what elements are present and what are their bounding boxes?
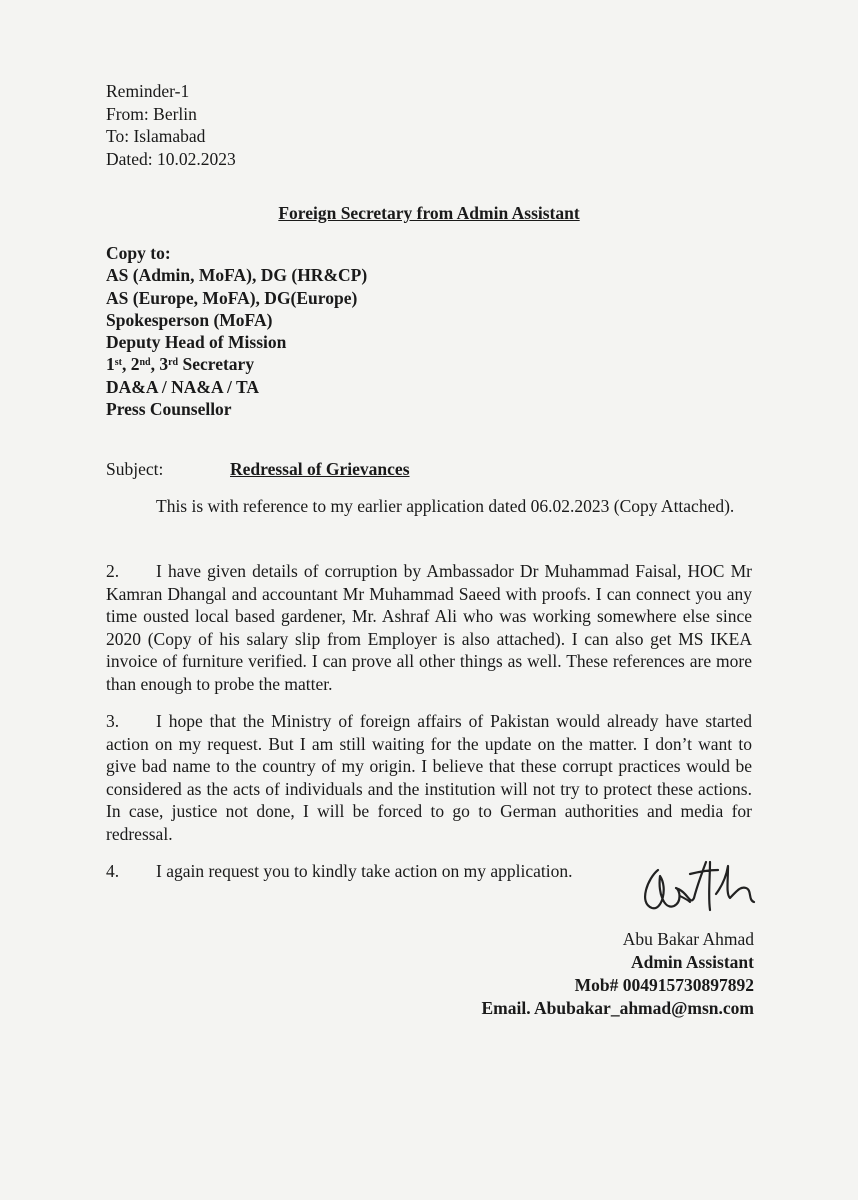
signature-block [481,928,754,1020]
ordinal-suffix: nd [139,357,151,369]
signatory-mobile: Mob# 004915730897892 [574,975,754,995]
letter-header [106,80,236,170]
copy-to-line: Deputy Head of Mission [106,332,287,353]
paragraph-3 [106,710,752,846]
signatory-name: Abu Bakar Ahmad [622,929,754,949]
paragraph-number: 2. [106,561,120,581]
paragraph-text: I hope that the Ministry of foreign affairs of Pakistan would already have started action on my request. But I am still waiting for the update on the matter. I don’t want to give bad name to the country of my origin. I believe that these corrupt practices would be considered as the acts of individuals and the institution will not try to protect these actions. In case, justice not done, I will be forced to go to German authorities and media for redressal. [106,711,752,844]
copy-to-line-secretaries: 1st, 2nd, 3rd Secretary [106,354,255,375]
subject-value: Redressal of Grievances [230,459,410,479]
copy-to-line: DA&A / NA&A / TA [106,376,259,397]
subject-label: Subject: [106,459,164,479]
paragraph-text: I again request you to kindly take action on my application. [156,861,573,881]
ordinal-suffix: st [114,357,122,369]
copy-to-line: AS (Admin, MoFA), DG (HR&CP) [106,265,368,286]
handwritten-signature [630,848,770,928]
copy-to-line: Spokesperson (MoFA) [106,309,273,330]
secretary-label: Secretary [182,354,255,375]
date-line: Dated: 10.02.2023 [106,148,236,169]
subject-line [106,459,410,480]
letter-title: Foreign Secretary from Admin Assistant [278,203,580,223]
to-line: To: Islamabad [106,126,206,146]
paragraph-number: 4. [106,861,120,881]
reminder-line: Reminder-1 [106,81,190,101]
paragraph-text: I have given details of corruption by Ambassador Dr Muhammad Faisal, HOC Mr Kamran Dhangal and accountant Mr Muhammad Saeed with proofs. I can connect you any time ousted local based gardener, Mr. Ashraf Ali who was working somewhere else since 2020 (Copy of his salary slip from Employer is also attached). I can also get MS IKEA invoice of furniture verified. I can prove all other things as well. These references are more than enough to probe the matter. [106,561,752,694]
copy-to-block [106,242,367,420]
paragraph-1: This is with reference to my earlier application dated 06.02.2023 (Copy Attached). [156,496,735,516]
copy-to-line: Press Counsellor [106,399,232,420]
paragraph-2 [106,560,752,696]
ordinal-number: 3 [159,354,169,375]
signature-stroke [645,862,754,910]
ordinal-number: 2 [130,354,140,375]
signatory-role: Admin Assistant [630,952,754,972]
ordinal-number: 1 [106,354,115,375]
copy-to-line: AS (Europe, MoFA), DG(Europe) [106,287,358,308]
ordinal-suffix: rd [168,357,179,369]
from-line: From: Berlin [106,103,197,124]
copy-to-label: Copy to: [106,243,171,263]
signatory-email: Email. Abubakar_ahmad@msn.com [481,998,754,1018]
paragraph-number: 3. [106,711,120,731]
